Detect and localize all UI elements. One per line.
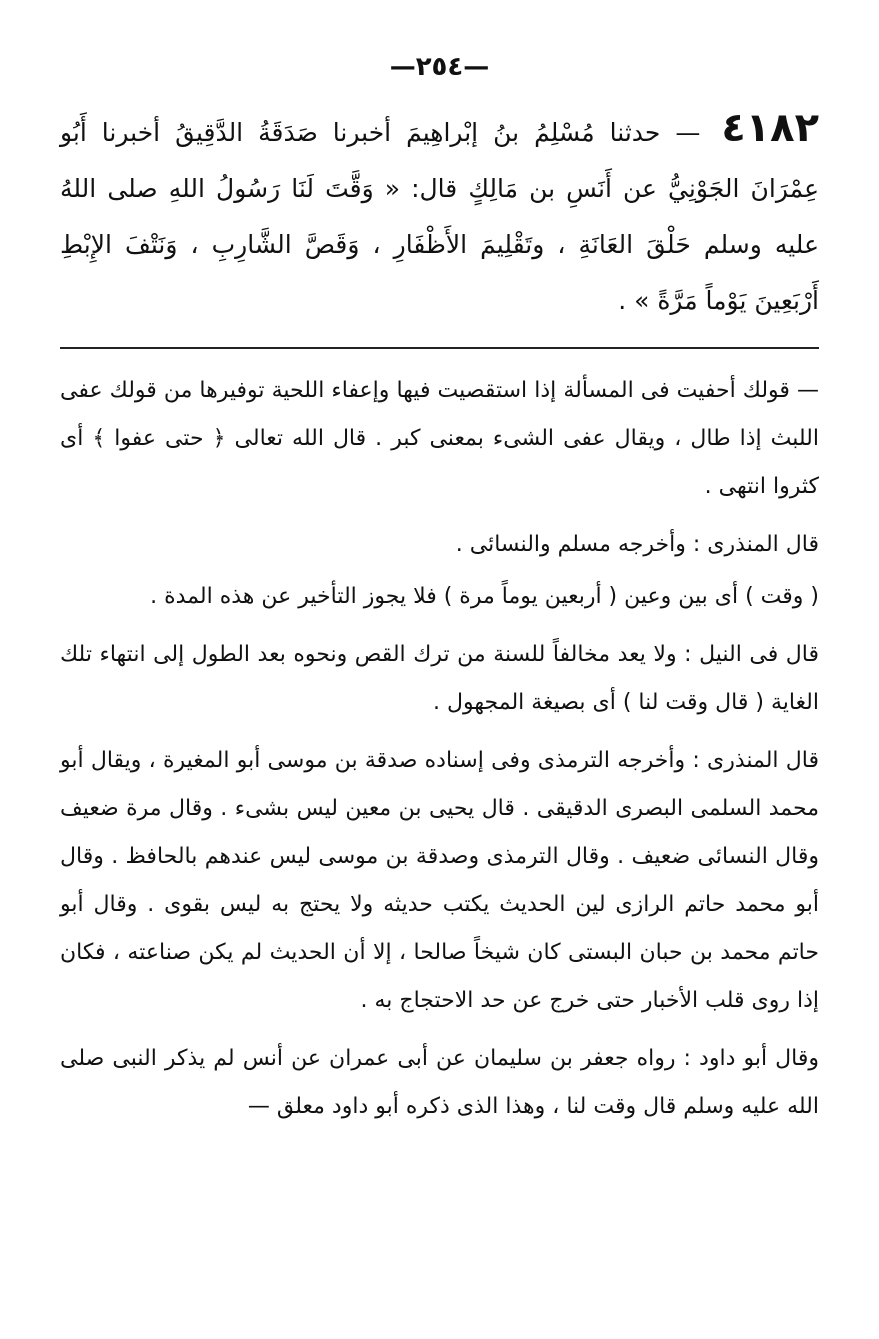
commentary-paragraph: ( وقت ) أى بين وعين ( أربعين يوماً مرة ) فلا يجوز التأخير عن هذه المدة . bbox=[150, 584, 819, 609]
section-divider bbox=[60, 347, 819, 349]
commentary-paragraph: — قولك أحفيت فى المسألة إذا استقصيت فيها وإعفاء اللحية توفيرها من قولك عفى اللبث إذا طال ، ويقال عفى الشىء بمعنى كبر . قال الله تعالى ﴿ حتى عفوا ﴾ أى كثروا انتهى . bbox=[60, 378, 819, 499]
commentary-paragraph: قال المنذرى : وأخرجه مسلم والنسائى . bbox=[455, 532, 819, 557]
commentary-block bbox=[60, 367, 819, 1131]
hadith-text: — حدثنا مُسْلِمُ بنُ إبْراهِيمَ أخبرنا صَدَقَةُ الدَّقِيقُ أخبرنا أَبُو عِمْرَانَ الجَوْنِيُّ عن أَنَسِ بن مَالِكٍ قال: « وَقَّتَ لَنَا رَسُولُ اللهِ صلى اللهُ عليه وسلم حَلْقَ العَانَةِ ، وتَقْلِيمَ الأَظْفَارِ ، وَقَصَّ الشَّارِبِ ، وَنَتْفَ الإِبْطِ أَرْبَعِينَ يَوْماً مَرَّةً » . bbox=[60, 118, 819, 315]
hadith-number: ٤١٨٢ bbox=[721, 105, 819, 151]
commentary-paragraph: قال فى النيل : ولا يعد مخالفاً للسنة من ترك القص ونحوه بعد الطول إلى انتهاء تلك الغاية ( قال وقت لنا ) أى بصيغة المجهول . bbox=[60, 642, 819, 715]
commentary-paragraph: قال المنذرى : وأخرجه الترمذى وفى إسناده صدقة بن موسى أبو المغيرة ، ويقال أبو محمد السلمى البصرى الدقيقى . قال يحيى بن معين ليس بشىء . وقال مرة ضعيف وقال النسائى ضعيف . وقال الترمذى وصدقة بن موسى ليس عندهم بالحافظ . وقال أبو محمد حاتم الرازى لين الحديث يكتب حديثه ولا يحتج به ليس بقوى . وقال أبو حاتم محمد بن حبان البستى كان شيخاً صالحا ، إلا أن الحديث لم يكن صناعته ، فكان إذا روى قلب الأخبار حتى خرج عن حد الاحتجاج به . bbox=[60, 748, 819, 1013]
hadith-block bbox=[60, 100, 819, 329]
page-number: —٢٥٤— bbox=[389, 52, 490, 82]
commentary-paragraph: وقال أبو داود : رواه جعفر بن سليمان عن أبى عمران عن أنس لم يذكر النبى صلى الله عليه وسلم قال وقت لنا ، وهذا الذى ذكره أبو داود معلق — bbox=[60, 1046, 819, 1119]
